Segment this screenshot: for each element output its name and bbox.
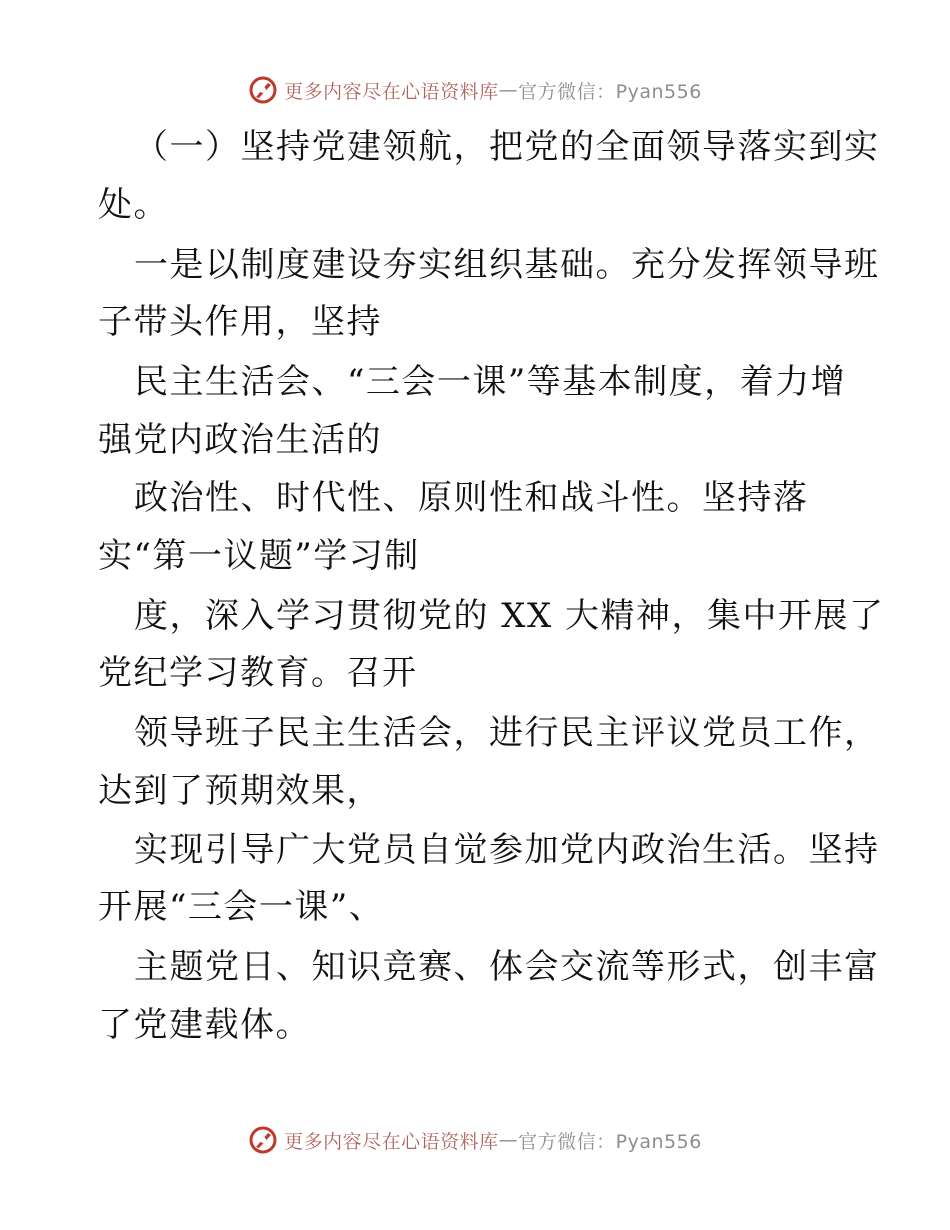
- watermark-text: 更多内容尽在心语资料库: [284, 80, 499, 103]
- watermark-wechat: 官方微信：Pyan556: [518, 80, 702, 103]
- heading-line: （一）坚持党建领航，把党的全面领导落实到实: [134, 127, 880, 167]
- watermark-text: 更多内容尽在心语资料库: [284, 1130, 499, 1153]
- text-line: 政治性、时代性、原则性和战斗性。坚持落: [134, 478, 809, 518]
- text-line: 主题党日、知识竞赛、体会交流等形式，创丰富: [134, 947, 880, 987]
- text-line: 处。: [98, 185, 169, 225]
- text-line: 开展“三会一课”、: [98, 887, 385, 927]
- text-line: 领导班子民主生活会，进行民主评议党员工作，: [134, 713, 880, 753]
- watermark-dash: —: [498, 79, 519, 101]
- text-line: 了党建载体。: [98, 1005, 311, 1045]
- quill-logo-icon: [248, 75, 278, 105]
- text-line: 党纪学习教育。召开: [98, 653, 418, 693]
- quill-logo-icon: [248, 1125, 278, 1155]
- text-line: 实现引导广大党员自觉参加党内政治生活。坚持: [134, 830, 880, 870]
- text-line: 强党内政治生活的: [98, 420, 382, 460]
- watermark-dash: —: [498, 1129, 519, 1151]
- text-line: 度，深入学习贯彻党的 XX 大精神，集中开展了: [134, 596, 885, 636]
- text-line: 达到了预期效果，: [98, 771, 382, 811]
- watermark-wechat: 官方微信：Pyan556: [518, 1130, 702, 1153]
- text-line: 民主生活会、“三会一课”等基本制度，着力增: [134, 362, 847, 402]
- header-watermark: [0, 70, 950, 110]
- text-line: 一是以制度建设夯实组织基础。充分发挥领导班: [134, 245, 880, 285]
- footer-watermark: [0, 1120, 950, 1160]
- text-line: 实“第一议题”学习制: [98, 536, 420, 576]
- text-line: 子带头作用，坚持: [98, 302, 382, 342]
